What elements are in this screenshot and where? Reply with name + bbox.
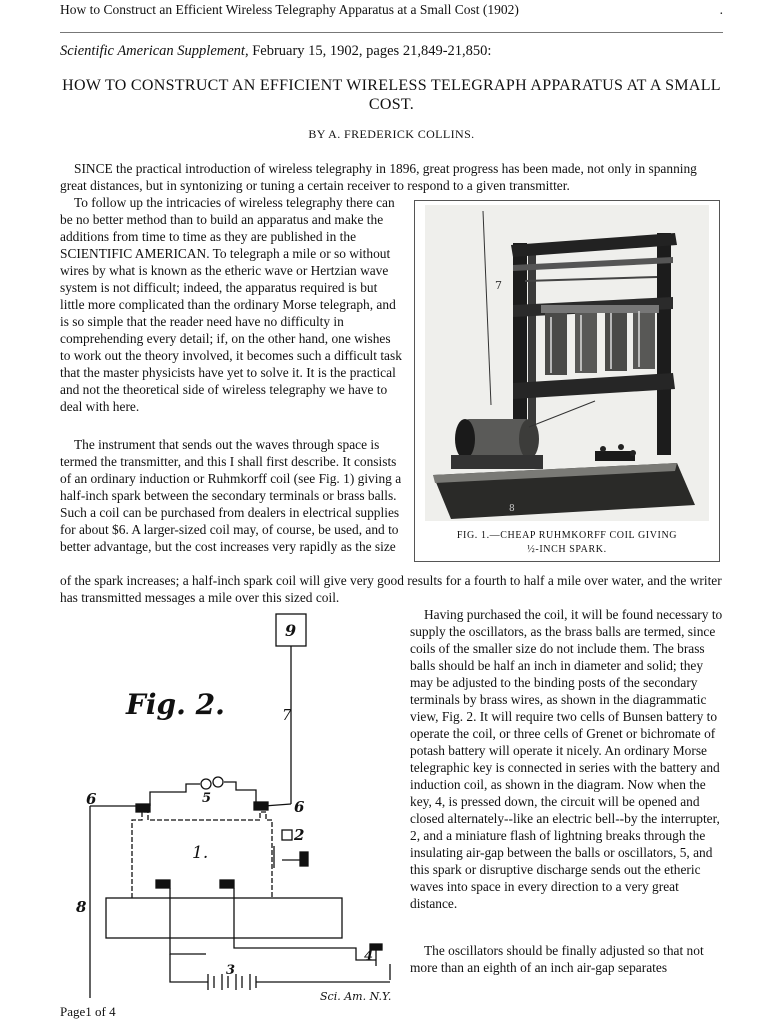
figure-1-caption-line-2: ½-INCH SPARK. bbox=[527, 544, 607, 555]
figure-2-label-1: 1. bbox=[192, 843, 209, 863]
figure-2-label-5: 5 bbox=[202, 791, 212, 806]
figure-2-signature: Sci. Am. N.Y. bbox=[320, 990, 392, 1002]
figure-1-caption-line-1: FIG. 1.—CHEAP RUHMKORFF COIL GIVING bbox=[456, 530, 678, 541]
article-title: HOW TO CONSTRUCT AN EFFICIENT WIRELESS TELEGRAPH APPARATUS AT A SMALL COST. bbox=[62, 77, 721, 113]
photo-label-8: 8 bbox=[509, 504, 515, 514]
paragraph-adjustment: The oscillators should be finally adjusted so that not more than an eighth of an inch air-gap separates bbox=[410, 943, 704, 975]
header-dot: . bbox=[719, 2, 723, 17]
paragraph-transmitter-continued: of the spark increases; a half-inch spark coil will give very good results for a fourth to half a mile over water, and the writer has transmitted messages a mile over this sized coil. bbox=[60, 573, 722, 605]
figure-2-diagram bbox=[60, 608, 404, 1002]
paragraph-transmitter: The instrument that sends out the waves through space is termed the transmitter, and this I shall first describe. It consists of an ordinary induction or Ruhmkorff coil (see Fig. 1) giving a half-inch spark between the secondary terminals or brass balls. Such a coil can be purchased from dealers in electrical supplies for about $6. A larger-sized coil may, of course, be used, and to better advantage, but the cost increases very rapidly as the size bbox=[60, 437, 402, 554]
figure-2-label-3: 3 bbox=[226, 963, 236, 978]
figure-2-label-6-right: 6 bbox=[294, 798, 305, 816]
citation bbox=[60, 42, 491, 60]
figure-2-label-6-left: 6 bbox=[86, 790, 97, 808]
citation-source: Scientific American Supplement bbox=[60, 43, 245, 59]
figure-2-label-9: 9 bbox=[285, 621, 297, 640]
header-rule bbox=[60, 32, 723, 33]
paragraph-follow-up: To follow up the intricacies of wireless telegraphy there can be no better method than to build an apparatus and make the additions from time to time as they are published in the SCIENTIFIC AMERICAN. To telegraph a mile or so without wires by what is known as the etheric wave or Hertzian wave system is not difficult; indeed, the apparatus required is but little more complicated than the ordinary Morse telegraph, and is so simple that the reader need have no difficulty in comprehending every detail; if, on the other hand, one wishes to work out the theory involved, it becomes such a difficult task that the master physicists have yet to solve it. It is the practical and not the theoretical side of wireless telegraphy we have to deal with here. bbox=[60, 195, 402, 414]
citation-details: , February 15, 1902, pages 21,849-21,850: bbox=[244, 43, 492, 59]
figure-1-caption bbox=[415, 529, 719, 557]
running-title: How to Construct an Efficient Wireless Telegraphy Apparatus at a Small Cost (1902) bbox=[60, 2, 519, 17]
paragraph-oscillators: Having purchased the coil, it will be found necessary to supply the oscillators, as the brass balls are termed, since coils of the smaller size do not include them. The brass balls should be half an inch in diameter and solid; they may be adjusted to the binding posts of the secondary terminals by brass wires, as shown in the diagrammatic view, Fig. 2. It will require two cells of Bunsen battery to operate the coil, or three cells of Grenet or bichromate of potash battery will operate it nicely. An ordinary Morse telegraphic key is connected in series with the battery and induction coil, as shown in the diagram. Now when the key, 4, is pressed down, the circuit will be opened and closed alternately--like an electric bell--by the interrupter, 2, and a miniature flash of lightning breaks through the insulating air-gap between the balls or oscillators, 5, and this spark or disruptive discharge sends out the etheric waves into space in every direction to a very great distance. bbox=[410, 607, 723, 911]
photo-label-7: 7 bbox=[495, 279, 502, 292]
ruhmkorff-coil-photo bbox=[425, 205, 709, 521]
running-header bbox=[60, 2, 723, 18]
figure-2-label-7: 7 bbox=[282, 706, 292, 724]
page-footer: Page1 of 4 bbox=[60, 1004, 116, 1019]
article-byline: BY A. FREDERICK COLLINS. bbox=[308, 127, 475, 141]
figure-2-title: Fig. 2. bbox=[126, 688, 225, 721]
paragraph-intro: SINCE the practical introduction of wireless telegraphy in 1896, great progress has been made, not only in spanning great distances, but in syntonizing or tuning a certain receiver to respond to a given transmitter. bbox=[60, 161, 697, 193]
figure-1 bbox=[414, 200, 720, 562]
figure-2-label-8: 8 bbox=[76, 898, 87, 916]
figure-2-label-4: 4 bbox=[364, 949, 374, 964]
figure-2-label-2: 2 bbox=[294, 826, 305, 844]
